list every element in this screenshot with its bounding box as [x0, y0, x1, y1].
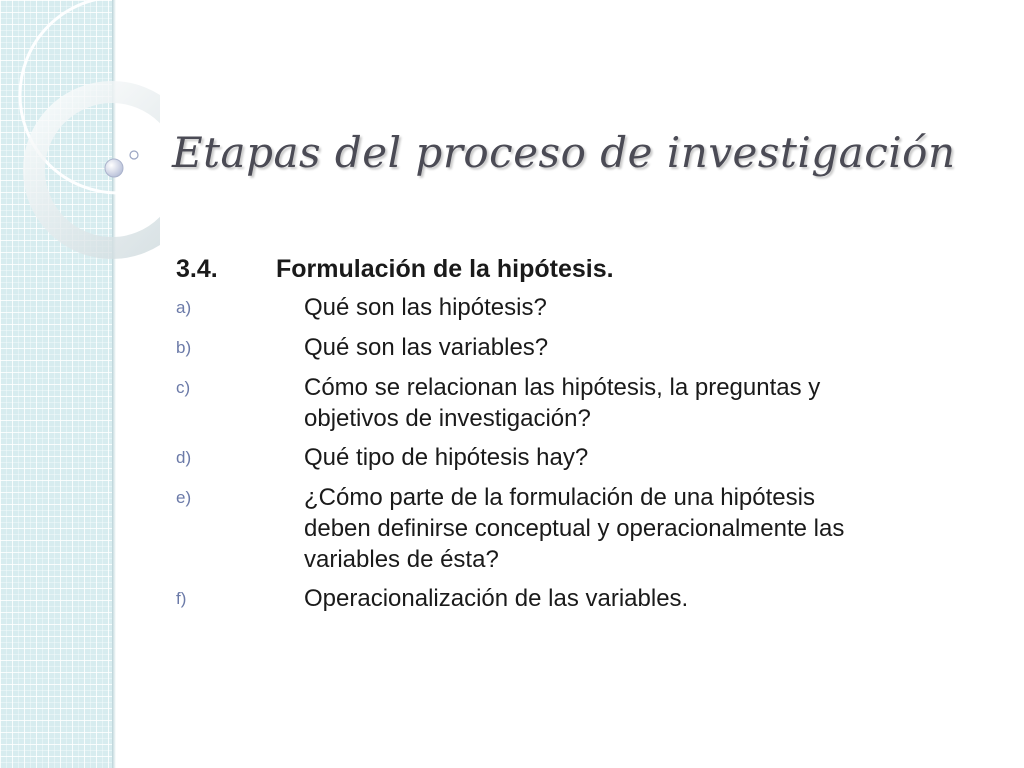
list-marker: c): [176, 378, 191, 397]
list-marker: e): [176, 488, 192, 507]
list-item: [176, 292, 996, 324]
list-item: [176, 442, 996, 474]
slide-content: [176, 253, 996, 623]
section-heading: [176, 253, 996, 285]
list-marker: b): [176, 338, 192, 357]
decorative-circles: [0, 0, 160, 260]
list-marker: f): [176, 589, 187, 608]
list-item: [176, 583, 996, 615]
list-item-text: Operacionalización de las variables.: [304, 585, 689, 612]
list-item: [176, 332, 996, 364]
small-dot: [105, 159, 123, 177]
list-marker: d): [176, 448, 192, 467]
list-item-text: Cómo se relacionan las hipótesis, la preguntas y objetivos de investigación?: [304, 374, 821, 432]
list-item-text: Qué son las hipótesis?: [304, 294, 547, 321]
slide-title: Etapas del proceso de investigación: [172, 128, 956, 177]
list-item: [176, 482, 996, 575]
tiny-ring: [130, 151, 138, 159]
list-item-text: Qué tipo de hipótesis hay?: [304, 444, 589, 471]
list-marker: a): [176, 298, 192, 317]
list-item-text: Qué son las variables?: [304, 334, 549, 361]
section-number: 3.4.: [176, 255, 218, 283]
section-title: Formulación de la hipótesis.: [276, 255, 614, 283]
list-item: [176, 372, 996, 434]
topic-list: [176, 292, 996, 615]
list-item-text: ¿Cómo parte de la formulación de una hipótesis deben definirse conceptual y operacionalmente las variables de ésta?: [304, 484, 845, 573]
